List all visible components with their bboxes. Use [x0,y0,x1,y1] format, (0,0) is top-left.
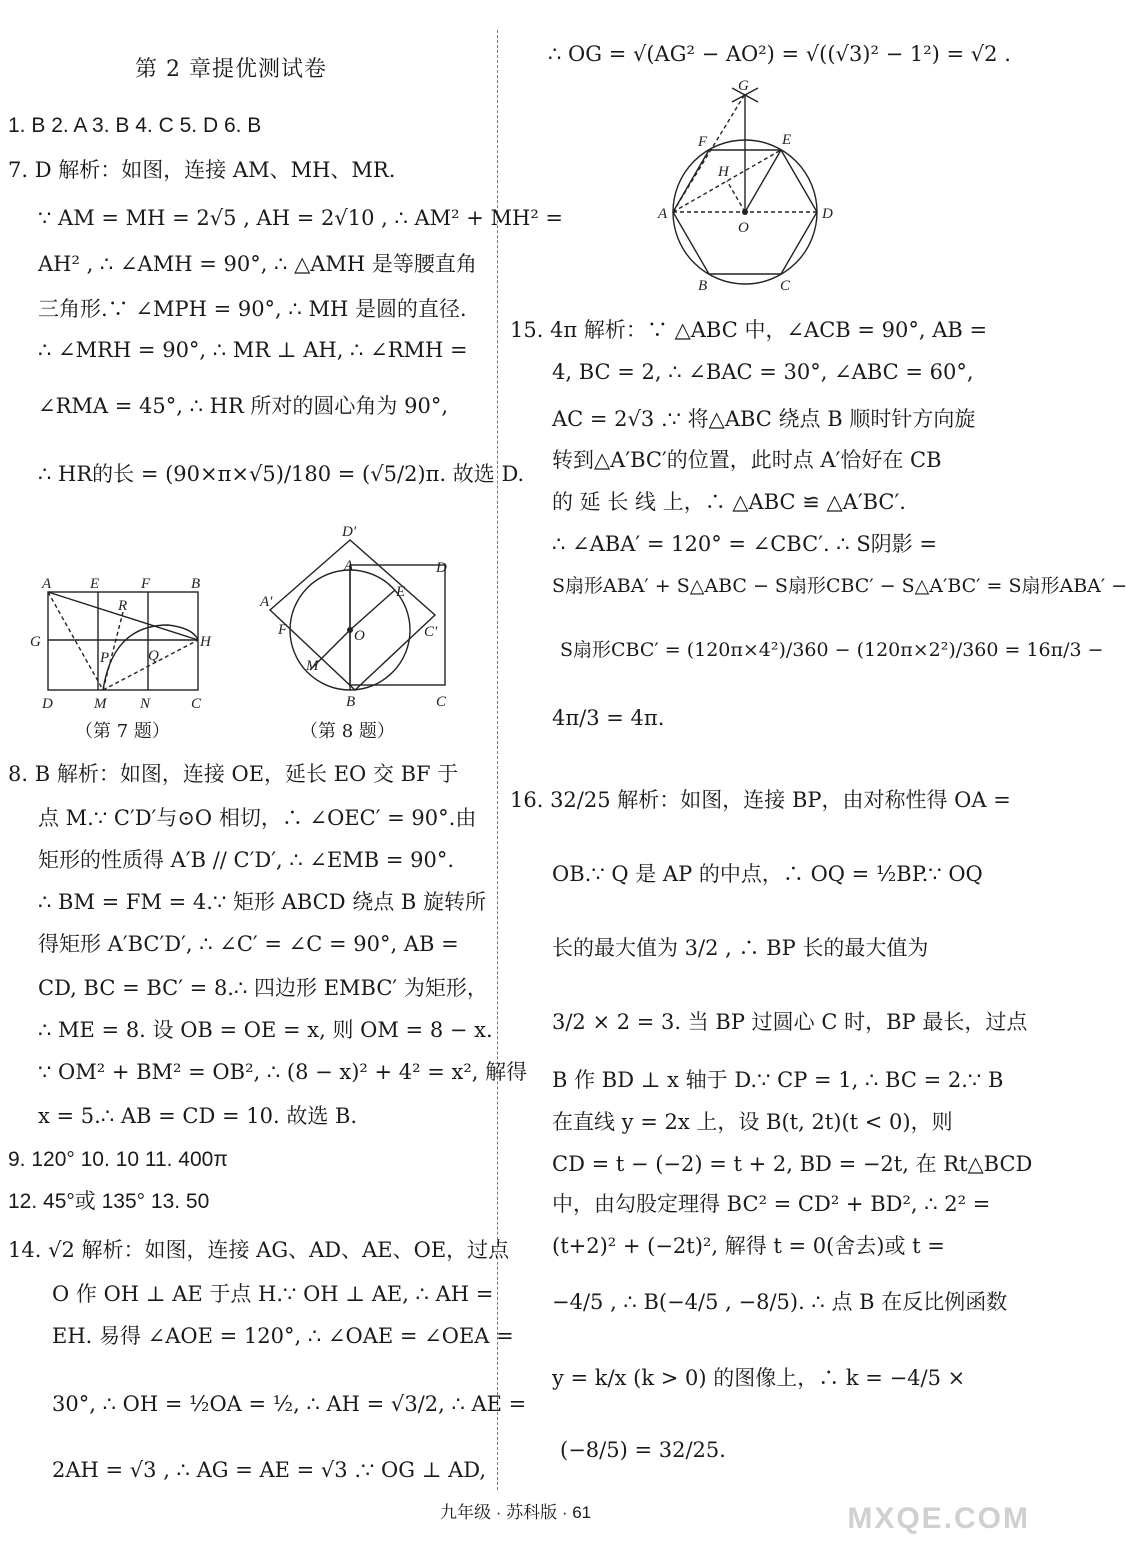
q7-line: ∵ AM = MH = 2√5 , AH = 2√10 , ∴ AM² + MH² = [38,206,564,230]
q16-line: 长的最大值为 3/2 , ∴ BP 长的最大值为 [552,936,929,960]
q8-line: 点 M.∵ C′D′与⊙O 相切，∴ ∠OEC′ = 90°.由 [38,806,477,830]
figure-8-caption: （第 8 题） [300,721,395,742]
fig14-label: H [718,164,729,180]
q8-line: CD, BC = BC′ = 8.∴ 四边形 EMBC′ 为矩形， [38,976,488,1000]
q16-line: −4/5 , ∴ B(−4/5 , −8/5). ∴ 点 B 在反比例函数 [552,1290,1008,1314]
q14-head: 14. √2 解析：如图，连接 AG、AD、AE、OE，过点 [8,1238,510,1262]
fig8-label: A [344,558,354,574]
q8-line: x = 5.∴ AB = CD = 10. 故选 B. [38,1104,358,1128]
q16-line: (t+2)² + (−2t)², 解得 t = 0(舍去)或 t = [552,1234,945,1258]
answers-12-13: 12. 45°或 135° 13. 50 [8,1190,210,1213]
fig7-label: A [42,576,52,592]
q15-head: 15. 4π 解析：∵ △ABC 中，∠ACB = 90°, AB = [510,318,988,342]
q8-head: 8. B 解析：如图，连接 OE，延长 EO 交 BF 于 [8,762,459,786]
q15-line: S扇形CBC′ = (120π×4²)/360 − (120π×2²)/360 = 16π/3 − [560,639,1104,661]
fig7-label: R [118,598,128,614]
fig7-label: P [100,650,110,666]
q16-line: y = k/x (k > 0) 的图像上，∴ k = −4/5 × [552,1366,966,1390]
fig8-label: D′ [342,524,357,540]
figure-7-caption: （第 7 题） [75,721,170,742]
fig14-label: E [782,132,792,148]
q8-line: 得矩形 A′BC′D′, ∴ ∠C′ = ∠C = 90°, AB = [38,932,459,956]
fig7-label: C [191,696,202,712]
fig8-label: D [436,560,447,576]
q8-line: ∴ BM = FM = 4.∵ 矩形 ABCD 绕点 B 旋转所 [38,890,487,914]
fig8-label: M [306,658,319,674]
q7-line: ∴ ∠MRH = 90°, ∴ MR ⊥ AH, ∴ ∠RMH = [38,338,468,362]
fig8-label: C [436,694,447,710]
q16-head: 16. 32/25 解析：如图，连接 BP，由对称性得 OA = [510,788,1011,812]
q7-line: ∠RMA = 45°, ∴ HR 所对的圆心角为 90°, [38,394,449,418]
q8-line: 矩形的性质得 A′B // C′D′, ∴ ∠EMB = 90°. [38,848,455,872]
q8-line: ∵ OM² + BM² = OB², ∴ (8 − x)² + 4² = x², 解得 [38,1060,528,1084]
q16-line: CD = t − (−2) = t + 2, BD = −2t, 在 Rt△BCD [552,1152,1033,1176]
q7-head: 7. D 解析：如图，连接 AM、MH、MR. [8,158,396,182]
fig14-label: B [698,278,708,294]
q16-line: (−8/5) = 32/25. [560,1438,726,1462]
fig7-label: E [90,576,100,592]
figure-14 [650,80,850,295]
page-footer: 九年级 · 苏科版 · 61 [440,1503,592,1522]
fig14-label: O [738,220,749,236]
q16-line: 在直线 y = 2x 上，设 B(t, 2t)(t < 0)，则 [552,1110,953,1134]
q15-line: ∴ ∠ABA′ = 120° = ∠CBC′. ∴ S阴影 = [552,532,938,556]
fig14-label: G [738,78,749,94]
figure-8 [250,520,465,715]
page-title: 第 2 章提优测试卷 [135,57,327,82]
fig7-label: Q [148,648,159,664]
q14-line: EH. 易得 ∠AOE = 120°, ∴ ∠OAE = ∠OEA = [52,1324,514,1348]
fig7-label: M [94,696,107,712]
fig7-label: H [200,634,211,650]
fig14-label: F [698,134,708,150]
q15-line: 转到△A′BC′的位置，此时点 A′恰好在 CB [552,448,942,472]
q16-line: B 作 BD ⊥ x 轴于 D.∵ CP = 1, ∴ BC = 2.∵ B [552,1068,1004,1092]
q15-line: S扇形ABA′ + S△ABC − S扇形CBC′ − S△A′BC′ = S扇形ABA′ − [552,575,1127,597]
fig14-label: A [658,206,668,222]
q16-line: 3/2 × 2 = 3. 当 BP 过圆心 C 时，BP 最长，过点 [552,1010,1028,1034]
answers-9-11: 9. 120° 10. 10 11. 400π [8,1148,228,1171]
fig7-label: B [191,576,201,592]
q14-continued: ∴ OG = √(AG² − AO²) = √((√3)² − 1²) = √2 . [548,42,1011,66]
q7-line: AH² , ∴ ∠AMH = 90°, ∴ △AMH 是等腰直角 [38,252,477,276]
q16-line: OB.∵ Q 是 AP 的中点，∴ OQ = ½BP.∵ OQ [552,862,983,886]
q16-line: 中，由勾股定理得 BC² = CD² + BD², ∴ 2² = [552,1192,991,1216]
watermark: MXQE.COM [847,1502,1030,1535]
q15-line: 的 延 长 线 上，∴ △ABC ≌ △A′BC′. [552,490,906,514]
q8-line: ∴ ME = 8. 设 OB = OE = x, 则 OM = 8 − x. [38,1018,493,1042]
q7-line: ∴ HR的长 = (90×π×√5)/180 = (√5/2)π. 故选 D. [38,462,525,486]
fig8-label: F [278,622,288,638]
answers-1-6: 1. B 2. A 3. B 4. C 5. D 6. B [8,114,262,137]
fig7-label: G [30,634,41,650]
q14-line: O 作 OH ⊥ AE 于点 H.∵ OH ⊥ AE, ∴ AH = [52,1282,494,1306]
q7-line: 三角形.∵ ∠MPH = 90°, ∴ MH 是圆的直径. [38,297,467,321]
fig14-label: D [822,206,833,222]
q15-line: 4π/3 = 4π. [552,706,665,730]
column-divider [497,30,498,1490]
figure-7 [28,570,228,715]
fig8-label: E [396,584,406,600]
fig8-label: O [354,628,365,644]
fig8-label: B [346,694,356,710]
fig7-label: D [42,696,53,712]
fig8-label: C′ [424,624,438,640]
q14-line: 30°, ∴ OH = ½OA = ½, ∴ AH = √3/2, ∴ AE = [52,1392,527,1416]
q15-line: 4, BC = 2, ∴ ∠BAC = 30°, ∠ABC = 60°, [552,360,974,384]
fig7-label: F [141,576,151,592]
fig14-label: C [780,278,791,294]
fig8-label: A′ [260,594,273,610]
fig7-label: N [140,696,151,712]
q15-line: AC = 2√3 .∵ 将△ABC 绕点 B 顺时针方向旋 [552,407,976,431]
q14-line: 2AH = √3 , ∴ AG = AE = √3 .∵ OG ⊥ AD, [52,1458,487,1482]
